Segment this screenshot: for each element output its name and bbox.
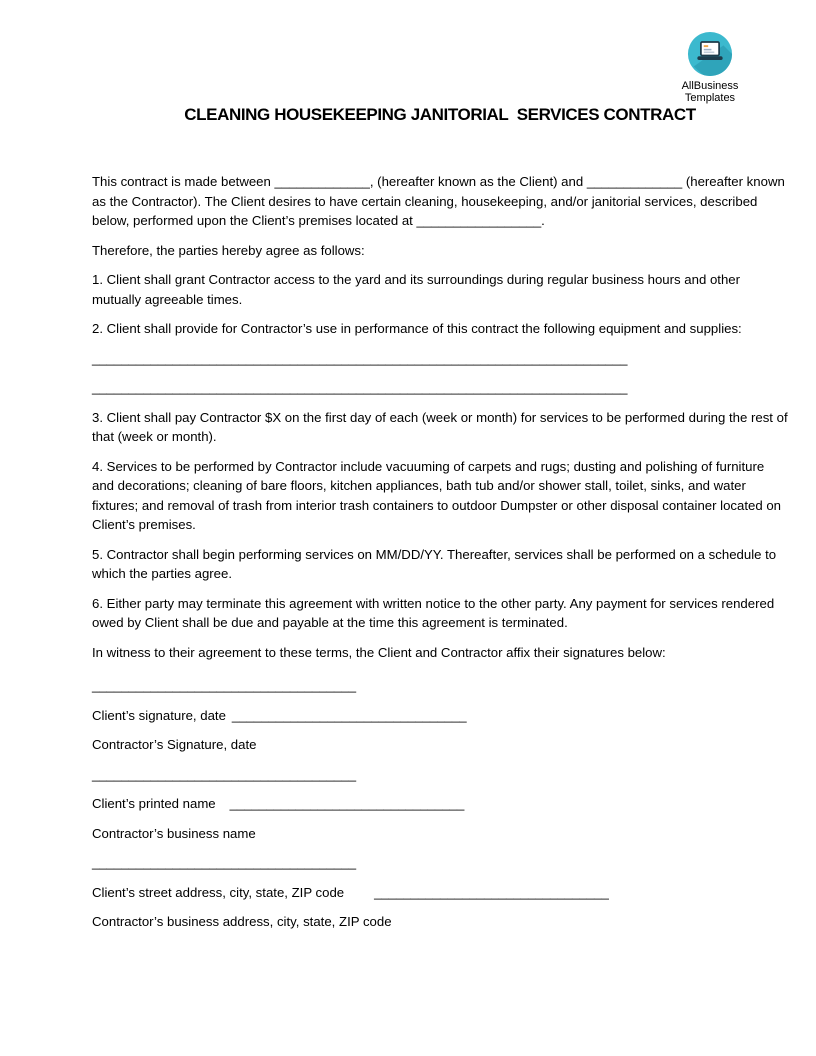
equipment-blank-line-1[interactable]: _________________________________________________________________________ (92, 350, 628, 366)
witness-statement: In witness to their agreement to these terms, the Client and Contractor affix their signatures below: (92, 644, 666, 660)
contractor-address-label: Contractor’s business address, city, state, ZIP code (92, 914, 392, 929)
clause-2: 2. Client shall provide for Contractor’s use in performance of this contract the following equipment and supplies: (92, 321, 742, 336)
contractor-signature-label: Contractor’s Signature, date (92, 737, 257, 752)
clause-5: 5. Contractor shall begin performing services on MM/DD/YY. Thereafter, services shall be performed on a schedule to which the parties agree. (92, 546, 777, 581)
client-signature-label: Client’s signature, date (92, 707, 226, 723)
client-address-row (92, 883, 788, 903)
contractor-business-name-label: Contractor’s business name (92, 825, 256, 841)
signature-blank-line-2[interactable]: ____________________________________ (92, 766, 357, 782)
screen-accent-orange (704, 45, 708, 47)
clause-6: 6. Either party may terminate this agreement with written notice to the other party. Any payment for services rendered owed by Client shall be due and payable at the time this agreement is terminated. (92, 595, 775, 630)
client-printed-name-blank[interactable]: ________________________________ (229, 796, 465, 811)
allbusiness-logo (670, 31, 750, 104)
client-signature-date-blank[interactable]: ________________________________ (231, 707, 467, 723)
client-address-label: Client’s street address, city, state, ZIP code (92, 884, 345, 900)
equipment-blank-line-2[interactable]: _________________________________________________________________________ (92, 380, 628, 395)
laptop-screen (701, 42, 719, 55)
clause-3: 3. Client shall pay Contractor $X on the first day of each (week or month) for services to be performed during the rest of that (week or month). (92, 409, 788, 444)
signature-blank-line-3[interactable]: ____________________________________ (92, 855, 357, 870)
agreement-lead-in: Therefore, the parties hereby agree as follows: (92, 242, 365, 258)
client-address-blank[interactable]: ________________________________ (374, 884, 609, 900)
page-title: CLEANING HOUSEKEEPING JANITORIAL SERVICES CONTRACT (184, 105, 696, 124)
brand-name-line1: AllBusiness (681, 80, 739, 92)
contract-intro: This contract is made between _____________, (hereafter known as the Client) and _____________ (hereafter known as the Contractor). The Client desires to have certain cleaning, housekeeping, and/or janitorial services, described below, performed upon the Client’s premises located at _________________. (92, 174, 785, 228)
laptop-base (697, 56, 722, 60)
screen-line-1 (704, 49, 712, 51)
client-printed-name-label: Client’s printed name (92, 796, 216, 811)
clause-4: 4. Services to be performed by Contractor include vacuuming of carpets and rugs; dusting and polishing of furniture and decorations; cleaning of bare floors, kitchen appliances, bath tub and/or shower stall, toilet, sinks, and water fixtures; and removal of trash from interior trash containers to outdoor Dumpster or other disposal container located on Client’s premises. (92, 458, 782, 532)
client-printed-name-row (92, 794, 788, 814)
signature-blank-line-1[interactable]: ____________________________________ (92, 678, 357, 693)
clause-1: 1. Client shall grant Contractor access to the yard and its surroundings during regular business hours and other mutually agreeable times. (92, 272, 741, 307)
client-signature-row (92, 706, 788, 726)
brand-name-line2: Templates (684, 92, 736, 104)
laptop-icon (687, 31, 733, 77)
screen-line-2 (704, 52, 715, 54)
